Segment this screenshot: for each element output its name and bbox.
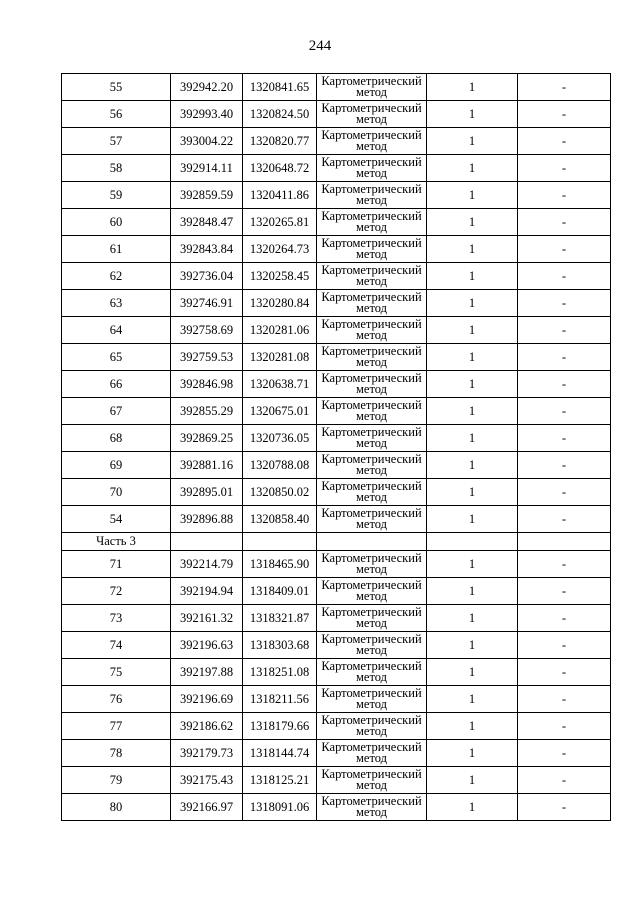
y-coordinate-cell: 1320265.81 [243, 209, 317, 236]
point-number-cell: 57 [62, 128, 171, 155]
empty-cell [518, 533, 611, 551]
method-line-1: Картометрический [321, 578, 422, 592]
method-line-2: метод [355, 751, 387, 765]
table-row [62, 155, 611, 182]
accuracy-class-cell: 1 [427, 452, 518, 479]
method-line-1: Картометрический [321, 128, 422, 142]
method-cell [317, 371, 427, 398]
method-cell [317, 209, 427, 236]
point-number-cell: 75 [62, 659, 171, 686]
y-coordinate-cell: 1318091.06 [243, 794, 317, 821]
point-number-cell: 62 [62, 263, 171, 290]
method-line-1: Картометрический [321, 713, 422, 727]
accuracy-class-cell: 1 [427, 632, 518, 659]
method-line-2: метод [355, 517, 387, 531]
method-line-1: Картометрический [321, 686, 422, 700]
x-coordinate-cell: 392161.32 [171, 605, 243, 632]
point-number-cell: 61 [62, 236, 171, 263]
method-line-2: метод [355, 112, 387, 126]
table-row [62, 344, 611, 371]
y-coordinate-cell: 1318465.90 [243, 551, 317, 578]
method-cell [317, 632, 427, 659]
y-coordinate-cell: 1318144.74 [243, 740, 317, 767]
accuracy-class-cell: 1 [427, 182, 518, 209]
point-number-cell: 64 [62, 317, 171, 344]
accuracy-class-cell: 1 [427, 290, 518, 317]
x-coordinate-cell: 392214.79 [171, 551, 243, 578]
point-number-cell: 70 [62, 479, 171, 506]
description-cell: - [518, 317, 611, 344]
description-cell: - [518, 659, 611, 686]
point-number-cell: 60 [62, 209, 171, 236]
accuracy-class-cell: 1 [427, 263, 518, 290]
method-line-2: метод [355, 166, 387, 180]
method-cell [317, 344, 427, 371]
method-line-1: Картометрический [321, 767, 422, 781]
method-cell [317, 101, 427, 128]
method-cell [317, 605, 427, 632]
method-line-2: метод [355, 139, 387, 153]
method-cell [317, 794, 427, 821]
method-line-2: метод [355, 85, 387, 99]
accuracy-class-cell: 1 [427, 686, 518, 713]
method-line-2: метод [355, 778, 387, 792]
y-coordinate-cell: 1320258.45 [243, 263, 317, 290]
y-coordinate-cell: 1320736.05 [243, 425, 317, 452]
method-cell [317, 740, 427, 767]
table-row [62, 632, 611, 659]
method-line-2: метод [355, 805, 387, 819]
x-coordinate-cell: 392759.53 [171, 344, 243, 371]
point-number-cell: 73 [62, 605, 171, 632]
method-line-2: метод [355, 562, 387, 576]
method-cell [317, 398, 427, 425]
point-number-cell: 63 [62, 290, 171, 317]
table-row [62, 794, 611, 821]
table-row [62, 371, 611, 398]
point-number-cell: 66 [62, 371, 171, 398]
method-cell [317, 182, 427, 209]
empty-cell [317, 533, 427, 551]
table-row [62, 101, 611, 128]
description-cell: - [518, 74, 611, 101]
y-coordinate-cell: 1318211.56 [243, 686, 317, 713]
section-row [62, 533, 611, 551]
method-line-2: метод [355, 670, 387, 684]
point-number-cell: 54 [62, 506, 171, 533]
x-coordinate-cell: 392197.88 [171, 659, 243, 686]
description-cell: - [518, 551, 611, 578]
description-cell: - [518, 506, 611, 533]
x-coordinate-cell: 392846.98 [171, 371, 243, 398]
accuracy-class-cell: 1 [427, 371, 518, 398]
accuracy-class-cell: 1 [427, 317, 518, 344]
point-number-cell: 77 [62, 713, 171, 740]
x-coordinate-cell: 392914.11 [171, 155, 243, 182]
description-cell: - [518, 479, 611, 506]
point-number-cell: 68 [62, 425, 171, 452]
table-row [62, 236, 611, 263]
description-cell: - [518, 425, 611, 452]
accuracy-class-cell: 1 [427, 101, 518, 128]
description-cell: - [518, 740, 611, 767]
x-coordinate-cell: 392758.69 [171, 317, 243, 344]
method-line-1: Картометрический [321, 452, 422, 466]
point-number-cell: 55 [62, 74, 171, 101]
description-cell: - [518, 344, 611, 371]
table-row [62, 686, 611, 713]
x-coordinate-cell: 392166.97 [171, 794, 243, 821]
x-coordinate-cell: 392194.94 [171, 578, 243, 605]
description-cell: - [518, 209, 611, 236]
description-cell: - [518, 686, 611, 713]
x-coordinate-cell: 392942.20 [171, 74, 243, 101]
point-number-cell: 78 [62, 740, 171, 767]
description-cell: - [518, 632, 611, 659]
x-coordinate-cell: 392746.91 [171, 290, 243, 317]
method-line-1: Картометрический [321, 155, 422, 169]
point-number-cell: 59 [62, 182, 171, 209]
table-row [62, 767, 611, 794]
x-coordinate-cell: 392993.40 [171, 101, 243, 128]
y-coordinate-cell: 1320788.08 [243, 452, 317, 479]
accuracy-class-cell: 1 [427, 479, 518, 506]
x-coordinate-cell: 392848.47 [171, 209, 243, 236]
x-coordinate-cell: 392186.62 [171, 713, 243, 740]
description-cell: - [518, 794, 611, 821]
accuracy-class-cell: 1 [427, 551, 518, 578]
y-coordinate-cell: 1320850.02 [243, 479, 317, 506]
method-cell [317, 452, 427, 479]
table-row [62, 452, 611, 479]
description-cell: - [518, 128, 611, 155]
table-row [62, 551, 611, 578]
accuracy-class-cell: 1 [427, 794, 518, 821]
method-line-1: Картометрический [321, 101, 422, 115]
method-cell [317, 263, 427, 290]
y-coordinate-cell: 1320675.01 [243, 398, 317, 425]
method-cell [317, 506, 427, 533]
x-coordinate-cell: 392881.16 [171, 452, 243, 479]
method-line-2: метод [355, 589, 387, 603]
y-coordinate-cell: 1318251.08 [243, 659, 317, 686]
table-row [62, 713, 611, 740]
description-cell: - [518, 236, 611, 263]
table-row [62, 398, 611, 425]
method-cell [317, 479, 427, 506]
y-coordinate-cell: 1318179.66 [243, 713, 317, 740]
description-cell: - [518, 398, 611, 425]
point-number-cell: 65 [62, 344, 171, 371]
accuracy-class-cell: 1 [427, 398, 518, 425]
y-coordinate-cell: 1318303.68 [243, 632, 317, 659]
accuracy-class-cell: 1 [427, 155, 518, 182]
method-line-1: Картометрический [321, 236, 422, 250]
description-cell: - [518, 371, 611, 398]
x-coordinate-cell: 392736.04 [171, 263, 243, 290]
x-coordinate-cell: 392175.43 [171, 767, 243, 794]
description-cell: - [518, 767, 611, 794]
table-row [62, 659, 611, 686]
y-coordinate-cell: 1320858.40 [243, 506, 317, 533]
y-coordinate-cell: 1318409.01 [243, 578, 317, 605]
accuracy-class-cell: 1 [427, 344, 518, 371]
method-line-1: Картометрический [321, 551, 422, 565]
accuracy-class-cell: 1 [427, 713, 518, 740]
method-cell [317, 236, 427, 263]
x-coordinate-cell: 392896.88 [171, 506, 243, 533]
method-line-1: Картометрический [321, 290, 422, 304]
description-cell: - [518, 713, 611, 740]
method-line-2: метод [355, 463, 387, 477]
accuracy-class-cell: 1 [427, 209, 518, 236]
section-label: Часть 3 [62, 533, 171, 551]
accuracy-class-cell: 1 [427, 425, 518, 452]
method-line-2: метод [355, 643, 387, 657]
empty-cell [427, 533, 518, 551]
table-row [62, 209, 611, 236]
y-coordinate-cell: 1320824.50 [243, 101, 317, 128]
table-section-header [62, 533, 611, 551]
method-line-1: Картометрический [321, 659, 422, 673]
method-line-1: Картометрический [321, 632, 422, 646]
method-line-2: метод [355, 301, 387, 315]
point-number-cell: 56 [62, 101, 171, 128]
description-cell: - [518, 578, 611, 605]
y-coordinate-cell: 1318125.21 [243, 767, 317, 794]
method-line-2: метод [355, 436, 387, 450]
table-row [62, 425, 611, 452]
method-line-2: метод [355, 382, 387, 396]
accuracy-class-cell: 1 [427, 74, 518, 101]
x-coordinate-cell: 392843.84 [171, 236, 243, 263]
method-line-1: Картометрический [321, 209, 422, 223]
method-line-2: метод [355, 193, 387, 207]
method-line-1: Картометрический [321, 74, 422, 88]
method-line-1: Картометрический [321, 479, 422, 493]
x-coordinate-cell: 392869.25 [171, 425, 243, 452]
x-coordinate-cell: 392196.63 [171, 632, 243, 659]
table-row [62, 578, 611, 605]
table-row [62, 290, 611, 317]
accuracy-class-cell: 1 [427, 128, 518, 155]
accuracy-class-cell: 1 [427, 740, 518, 767]
accuracy-class-cell: 1 [427, 659, 518, 686]
page-number: 244 [308, 38, 332, 54]
method-cell [317, 74, 427, 101]
point-number-cell: 74 [62, 632, 171, 659]
x-coordinate-cell: 392196.69 [171, 686, 243, 713]
method-cell [317, 128, 427, 155]
method-line-1: Картометрический [321, 605, 422, 619]
method-cell [317, 290, 427, 317]
method-line-1: Картометрический [321, 740, 422, 754]
method-line-1: Картометрический [321, 398, 422, 412]
table-row [62, 317, 611, 344]
x-coordinate-cell: 392179.73 [171, 740, 243, 767]
table-row [62, 182, 611, 209]
accuracy-class-cell: 1 [427, 578, 518, 605]
accuracy-class-cell: 1 [427, 767, 518, 794]
method-line-2: метод [355, 247, 387, 261]
y-coordinate-cell: 1320280.84 [243, 290, 317, 317]
x-coordinate-cell: 393004.22 [171, 128, 243, 155]
table-body-part-3 [62, 551, 611, 821]
method-line-2: метод [355, 490, 387, 504]
y-coordinate-cell: 1320281.06 [243, 317, 317, 344]
description-cell: - [518, 101, 611, 128]
method-line-1: Картометрический [321, 317, 422, 331]
coordinates-table [61, 73, 611, 821]
table-row [62, 506, 611, 533]
method-line-1: Картометрический [321, 371, 422, 385]
table-row [62, 479, 611, 506]
method-line-1: Картометрический [321, 506, 422, 520]
accuracy-class-cell: 1 [427, 236, 518, 263]
method-cell [317, 767, 427, 794]
description-cell: - [518, 155, 611, 182]
y-coordinate-cell: 1318321.87 [243, 605, 317, 632]
description-cell: - [518, 605, 611, 632]
point-number-cell: 76 [62, 686, 171, 713]
point-number-cell: 80 [62, 794, 171, 821]
table-row [62, 74, 611, 101]
empty-cell [171, 533, 243, 551]
method-line-1: Картометрический [321, 344, 422, 358]
description-cell: - [518, 263, 611, 290]
method-line-1: Картометрический [321, 182, 422, 196]
method-line-2: метод [355, 409, 387, 423]
method-cell [317, 578, 427, 605]
description-cell: - [518, 290, 611, 317]
point-number-cell: 67 [62, 398, 171, 425]
method-cell [317, 425, 427, 452]
table-row [62, 128, 611, 155]
method-line-2: метод [355, 328, 387, 342]
method-cell [317, 659, 427, 686]
empty-cell [243, 533, 317, 551]
table-body-part-2 [62, 74, 611, 533]
point-number-cell: 71 [62, 551, 171, 578]
method-line-2: метод [355, 274, 387, 288]
point-number-cell: 72 [62, 578, 171, 605]
method-cell [317, 686, 427, 713]
table-row [62, 605, 611, 632]
method-cell [317, 155, 427, 182]
y-coordinate-cell: 1320820.77 [243, 128, 317, 155]
accuracy-class-cell: 1 [427, 605, 518, 632]
table-row [62, 740, 611, 767]
method-line-1: Картометрический [321, 425, 422, 439]
y-coordinate-cell: 1320841.65 [243, 74, 317, 101]
accuracy-class-cell: 1 [427, 506, 518, 533]
method-line-2: метод [355, 616, 387, 630]
method-line-1: Картометрический [321, 794, 422, 808]
x-coordinate-cell: 392895.01 [171, 479, 243, 506]
method-line-2: метод [355, 697, 387, 711]
description-cell: - [518, 452, 611, 479]
y-coordinate-cell: 1320281.08 [243, 344, 317, 371]
point-number-cell: 58 [62, 155, 171, 182]
x-coordinate-cell: 392859.59 [171, 182, 243, 209]
x-coordinate-cell: 392855.29 [171, 398, 243, 425]
point-number-cell: 69 [62, 452, 171, 479]
description-cell: - [518, 182, 611, 209]
y-coordinate-cell: 1320648.72 [243, 155, 317, 182]
y-coordinate-cell: 1320264.73 [243, 236, 317, 263]
method-cell [317, 713, 427, 740]
point-number-cell: 79 [62, 767, 171, 794]
y-coordinate-cell: 1320411.86 [243, 182, 317, 209]
method-cell [317, 551, 427, 578]
table-row [62, 263, 611, 290]
method-line-1: Картометрический [321, 263, 422, 277]
method-line-2: метод [355, 355, 387, 369]
method-line-2: метод [355, 724, 387, 738]
method-cell [317, 317, 427, 344]
y-coordinate-cell: 1320638.71 [243, 371, 317, 398]
method-line-2: метод [355, 220, 387, 234]
